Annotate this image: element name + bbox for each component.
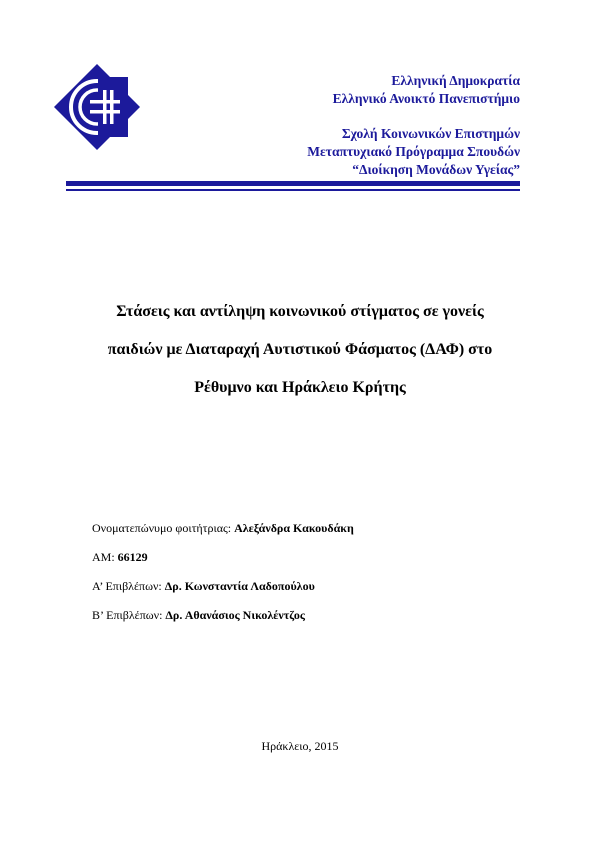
eap-diamond-logo-icon <box>52 62 142 152</box>
institution-header <box>307 72 520 179</box>
header-line: Ελληνική Δημοκρατία <box>391 73 520 88</box>
header-divider-thin <box>66 189 520 191</box>
supervisor-a-label: Α’ Επιβλέπων: <box>92 579 162 593</box>
student-row <box>92 520 354 549</box>
header-line: Ελληνικό Ανοικτό Πανεπιστήμιο <box>332 91 520 106</box>
student-label: Ονοματεπώνυμο φοιτήτριας: <box>92 521 232 535</box>
header-divider-thick <box>66 181 520 186</box>
header-line: Σχολή Κοινωνικών Επιστημών <box>341 126 520 141</box>
place-date: Ηράκλειο, 2015 <box>261 739 339 753</box>
title-line: Ρέθυμνο και Ηράκλειο Κρήτης <box>194 379 406 396</box>
am-row <box>92 549 354 578</box>
supervisor-a-name: Δρ. Κωνσταντία Λαδοπούλου <box>164 579 315 593</box>
title-line: Στάσεις και αντίληψη κοινωνικού στίγματος σε γονείς <box>116 303 484 320</box>
student-name: Αλεξάνδρα Κακουδάκη <box>234 521 354 535</box>
supervisor-b-name: Δρ. Αθανάσιος Νικολέντζος <box>165 608 305 622</box>
thesis-info <box>92 520 354 636</box>
header-line: Μεταπτυχιακό Πρόγραμμα Σπουδών <box>307 144 520 159</box>
supervisor-a-row <box>92 578 354 607</box>
am-value: 66129 <box>117 550 148 564</box>
thesis-title <box>60 302 540 416</box>
supervisor-b-row <box>92 607 354 636</box>
header-line: “Διοίκηση Μονάδων Υγείας” <box>352 162 520 177</box>
am-label: ΑΜ: <box>92 550 115 564</box>
title-line: παιδιών με Διαταραχή Αυτιστικού Φάσματος (ΔΑΦ) στο <box>107 341 493 358</box>
supervisor-b-label: Β’ Επιβλέπων: <box>92 608 163 622</box>
